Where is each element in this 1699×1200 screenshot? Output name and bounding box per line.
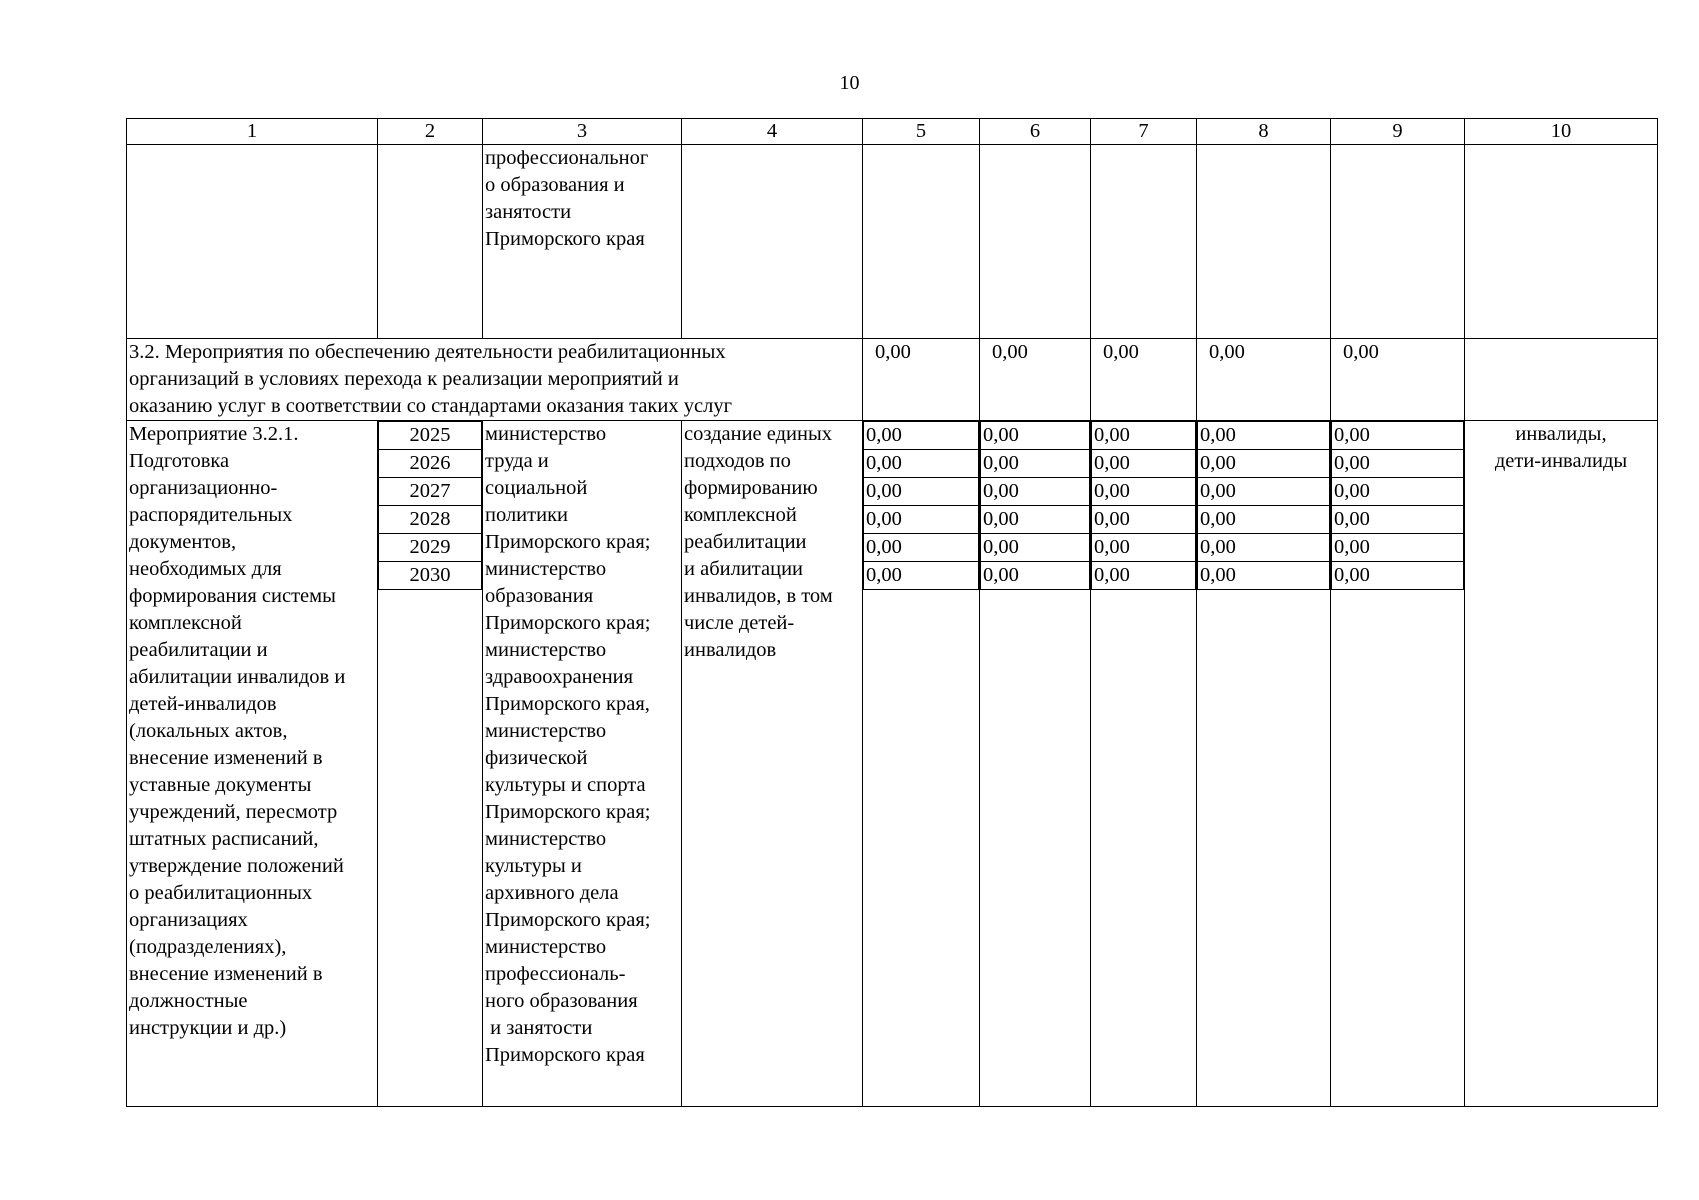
text-line: министерство bbox=[485, 936, 607, 958]
section-value-8: 0,00 bbox=[1197, 339, 1331, 421]
value-cell: 0,00 bbox=[864, 450, 979, 478]
value-cell: 0,00 bbox=[1198, 478, 1330, 506]
column-number-row bbox=[127, 119, 1658, 145]
cont-cell-4 bbox=[682, 145, 863, 339]
text-line: и занятости bbox=[485, 1017, 593, 1039]
text-line: профессиональ- bbox=[485, 963, 626, 985]
value-cell: 0,00 bbox=[864, 562, 979, 590]
text-line: Приморского края; bbox=[485, 612, 651, 634]
year-cell: 2028 bbox=[379, 506, 482, 534]
text-line: должностные bbox=[129, 990, 248, 1012]
text-line: политики bbox=[485, 504, 569, 526]
value-cell: 0,00 bbox=[1198, 422, 1330, 450]
text-line: (локальных актов, bbox=[129, 720, 288, 742]
text-line: внесение изменений в bbox=[129, 747, 323, 769]
text-line: ного образования bbox=[485, 990, 638, 1012]
text-line: инструкции и др.) bbox=[129, 1017, 287, 1039]
text-line: реабилитации bbox=[684, 531, 807, 553]
text-line: о образования и bbox=[485, 174, 625, 196]
text-line: Мероприятие 3.2.1. bbox=[129, 423, 299, 445]
text-line: распорядительных bbox=[129, 504, 293, 526]
text-line: инвалидов bbox=[684, 639, 777, 661]
value-cell: 0,00 bbox=[1332, 562, 1464, 590]
text-line: создание единых bbox=[684, 423, 832, 445]
value-cell: 0,00 bbox=[864, 422, 979, 450]
text-line: министерство bbox=[485, 720, 607, 742]
cont-executor-cell bbox=[483, 145, 682, 339]
section-value-6: 0,00 bbox=[980, 339, 1091, 421]
cont-cell-6 bbox=[980, 145, 1091, 339]
text-line: формированию bbox=[684, 477, 818, 499]
text-line: инвалидов, в том bbox=[684, 585, 833, 607]
text-line: инвалиды, bbox=[1515, 423, 1607, 445]
beneficiaries-cell bbox=[1465, 421, 1658, 1107]
text-line: необходимых для bbox=[129, 558, 282, 580]
measure-row bbox=[127, 421, 1658, 1107]
text-line: абилитации инвалидов и bbox=[129, 666, 346, 688]
text-line: комплексной bbox=[129, 612, 242, 634]
text-line: документов, bbox=[129, 531, 237, 553]
year-cell: 2027 bbox=[379, 478, 482, 506]
col-header-8: 8 bbox=[1197, 119, 1331, 145]
text-line: образования bbox=[485, 585, 594, 607]
text-line: социальной bbox=[485, 477, 588, 499]
values-col-6 bbox=[980, 421, 1091, 1107]
text-line: комплексной bbox=[684, 504, 797, 526]
col-header-3: 3 bbox=[483, 119, 682, 145]
text-line: Приморского края; bbox=[485, 909, 651, 931]
cont-cell-2 bbox=[378, 145, 483, 339]
text-line: профессиональног bbox=[485, 147, 649, 169]
value-cell: 0,00 bbox=[1332, 534, 1464, 562]
cont-cell-10 bbox=[1465, 145, 1658, 339]
text-line: Подготовка bbox=[129, 450, 230, 472]
cont-cell-5 bbox=[863, 145, 980, 339]
value-cell: 0,00 bbox=[1092, 478, 1196, 506]
text-line: штатных расписаний, bbox=[129, 828, 319, 850]
value-cell: 0,00 bbox=[1092, 562, 1196, 590]
value-cell: 0,00 bbox=[1092, 506, 1196, 534]
text-line: Приморского края, bbox=[485, 693, 650, 715]
value-cell: 0,00 bbox=[981, 478, 1090, 506]
cont-cell-9 bbox=[1331, 145, 1465, 339]
value-cell: 0,00 bbox=[1332, 422, 1464, 450]
values-col-5 bbox=[863, 421, 980, 1107]
text-line: и абилитации bbox=[684, 558, 804, 580]
values-col-8 bbox=[1197, 421, 1331, 1107]
year-cell: 2025 bbox=[379, 422, 482, 450]
text-line: дети-инвалиды bbox=[1494, 450, 1628, 472]
text-line: Приморского края bbox=[485, 228, 645, 250]
section-row bbox=[127, 339, 1658, 421]
text-line: Приморского края; bbox=[485, 531, 651, 553]
program-table bbox=[126, 118, 1658, 1107]
col-header-6: 6 bbox=[980, 119, 1091, 145]
year-cell: 2026 bbox=[379, 450, 482, 478]
value-cell: 0,00 bbox=[1332, 478, 1464, 506]
text-line: Приморского края bbox=[485, 1044, 645, 1066]
text-line: архивного дела bbox=[485, 882, 619, 904]
value-cell: 0,00 bbox=[1092, 422, 1196, 450]
years-cell bbox=[378, 421, 483, 1107]
text-line: формирования системы bbox=[129, 585, 336, 607]
section-value-5: 0,00 bbox=[863, 339, 980, 421]
text-line: утверждение положений bbox=[129, 855, 344, 877]
value-cell: 0,00 bbox=[981, 506, 1090, 534]
text-line: подходов по bbox=[684, 450, 791, 472]
text-line: министерство bbox=[485, 828, 607, 850]
text-line: занятости bbox=[485, 201, 572, 223]
values-col-7 bbox=[1091, 421, 1197, 1107]
text-line: организаций в условиях перехода к реализации мероприятий и bbox=[129, 368, 679, 390]
text-line: труда и bbox=[485, 450, 549, 472]
year-cell: 2029 bbox=[379, 534, 482, 562]
text-line: оказанию услуг в соответствии со стандартами оказания таких услуг bbox=[129, 395, 732, 417]
value-cell: 0,00 bbox=[1198, 562, 1330, 590]
year-cell: 2030 bbox=[379, 562, 482, 590]
text-line: здравоохранения bbox=[485, 666, 634, 688]
value-cell: 0,00 bbox=[1198, 534, 1330, 562]
value-cell: 0,00 bbox=[981, 534, 1090, 562]
text-line: 3.2. Мероприятия по обеспечению деятельности реабилитационных bbox=[129, 341, 726, 363]
value-cell: 0,00 bbox=[864, 478, 979, 506]
text-line: детей-инвалидов bbox=[129, 693, 277, 715]
executors-cell bbox=[483, 421, 682, 1107]
value-cell: 0,00 bbox=[981, 450, 1090, 478]
text-line: внесение изменений в bbox=[129, 963, 323, 985]
text-line: реабилитации и bbox=[129, 639, 268, 661]
col-header-4: 4 bbox=[682, 119, 863, 145]
cont-cell-7 bbox=[1091, 145, 1197, 339]
col-header-1: 1 bbox=[127, 119, 378, 145]
text-line: культуры и спорта bbox=[485, 774, 646, 796]
text-line: министерство bbox=[485, 423, 607, 445]
text-line: (подразделениях), bbox=[129, 936, 287, 958]
value-cell: 0,00 bbox=[981, 422, 1090, 450]
measure-name-cell bbox=[127, 421, 378, 1107]
text-line: физической bbox=[485, 747, 588, 769]
text-line: учреждений, пересмотр bbox=[129, 801, 338, 823]
cont-cell-1 bbox=[127, 145, 378, 339]
text-line: министерство bbox=[485, 558, 607, 580]
text-line: организациях bbox=[129, 909, 248, 931]
section-value-9: 0,00 bbox=[1331, 339, 1465, 421]
cont-cell-8 bbox=[1197, 145, 1331, 339]
col-header-2: 2 bbox=[378, 119, 483, 145]
value-cell: 0,00 bbox=[1332, 506, 1464, 534]
value-cell: 0,00 bbox=[1092, 534, 1196, 562]
section-title bbox=[127, 339, 863, 421]
result-cell bbox=[682, 421, 863, 1107]
value-cell: 0,00 bbox=[1198, 450, 1330, 478]
text-line: министерство bbox=[485, 639, 607, 661]
text-line: Приморского края; bbox=[485, 801, 651, 823]
years-stack bbox=[378, 421, 482, 590]
values-col-9 bbox=[1331, 421, 1465, 1107]
value-cell: 0,00 bbox=[1198, 506, 1330, 534]
section-value-7: 0,00 bbox=[1091, 339, 1197, 421]
continuation-row bbox=[127, 145, 1658, 339]
section-cell-10 bbox=[1465, 339, 1658, 421]
text-line: о реабилитационных bbox=[129, 882, 313, 904]
text-line: организационно- bbox=[129, 477, 278, 499]
col-header-10: 10 bbox=[1465, 119, 1658, 145]
col-header-5: 5 bbox=[863, 119, 980, 145]
col-header-9: 9 bbox=[1331, 119, 1465, 145]
value-cell: 0,00 bbox=[1332, 450, 1464, 478]
text-line: уставные документы bbox=[129, 774, 312, 796]
page-number: 10 bbox=[839, 72, 860, 94]
value-cell: 0,00 bbox=[864, 534, 979, 562]
value-cell: 0,00 bbox=[864, 506, 979, 534]
value-cell: 0,00 bbox=[981, 562, 1090, 590]
text-line: культуры и bbox=[485, 855, 582, 877]
text-line: числе детей- bbox=[684, 612, 795, 634]
col-header-7: 7 bbox=[1091, 119, 1197, 145]
value-cell: 0,00 bbox=[1092, 450, 1196, 478]
